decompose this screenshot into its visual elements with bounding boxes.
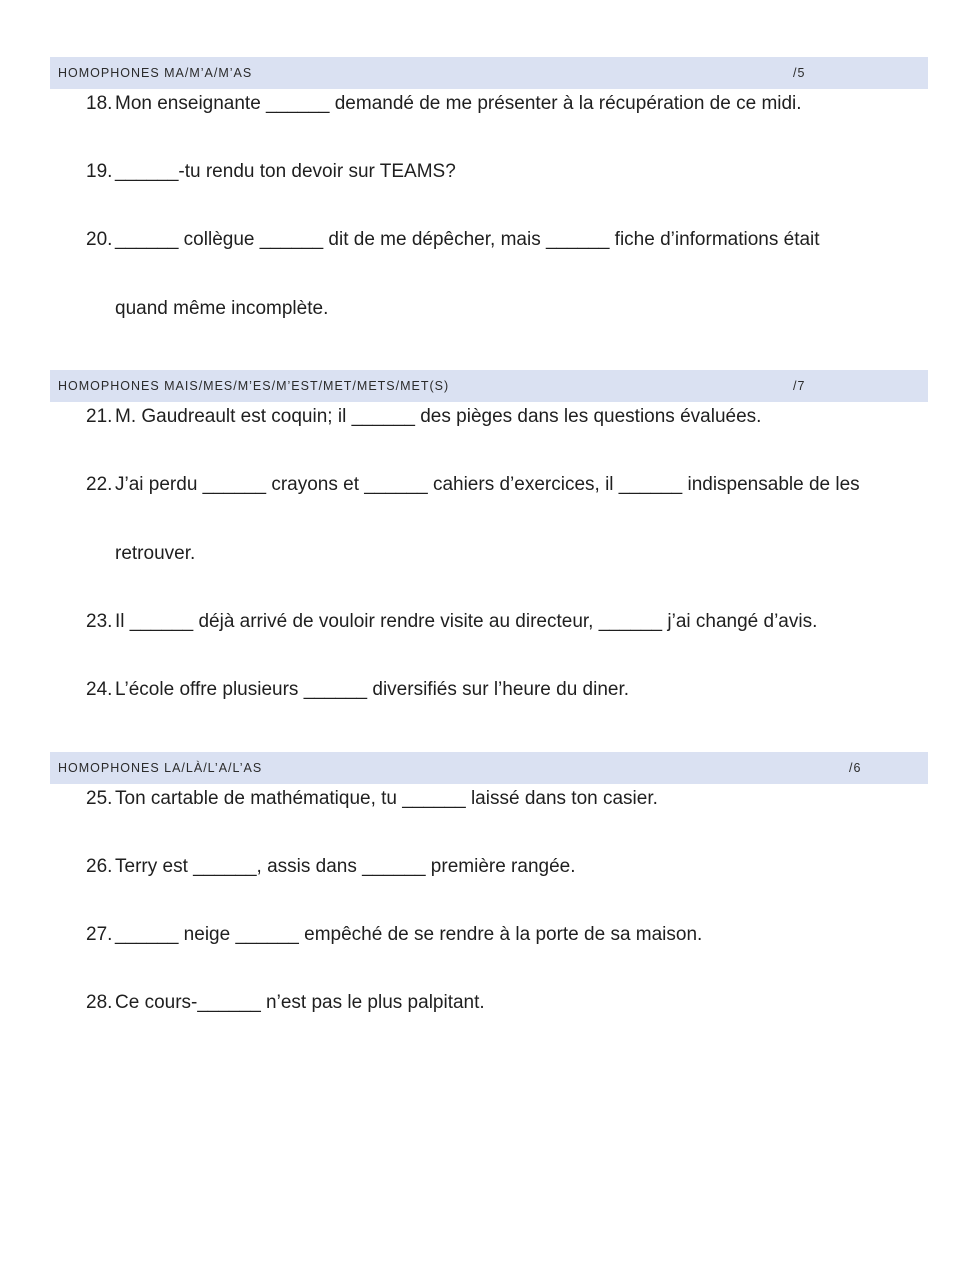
question-text: Ce cours-______ n’est pas le plus palpitant. [115, 992, 485, 1013]
question-24 [86, 678, 629, 702]
question-number: 27. [86, 924, 113, 945]
section-header-ma [50, 57, 928, 89]
question-text: ______ collègue ______ dit de me dépêcher, mais ______ fiche d’informations était [115, 229, 820, 250]
question-26 [86, 855, 576, 879]
question-text: Terry est ______, assis dans ______ première rangée. [115, 856, 576, 877]
question-18 [86, 92, 802, 116]
question-number: 18. [86, 93, 113, 114]
question-text: ______-tu rendu ton devoir sur TEAMS? [115, 161, 456, 182]
section-header-mais [50, 370, 928, 402]
question-25 [86, 787, 658, 811]
question-20 [86, 228, 820, 252]
section-title: HOMOPHONES LA/LÀ/L’A/L’AS [58, 761, 263, 775]
question-19 [86, 160, 456, 184]
question-text: Ton cartable de mathématique, tu ______ laissé dans ton casier. [115, 788, 658, 809]
question-number: 19. [86, 161, 113, 182]
question-number: 28. [86, 992, 113, 1013]
question-number: 21. [86, 406, 113, 427]
question-22-continuation: retrouver. [115, 543, 196, 564]
question-number: 26. [86, 856, 113, 877]
section-score: /5 [793, 66, 806, 80]
question-23 [86, 610, 817, 634]
question-22 [86, 473, 860, 497]
question-28 [86, 991, 485, 1015]
question-text: J’ai perdu ______ crayons et ______ cahiers d’exercices, il ______ indispensable de les [115, 474, 860, 495]
question-text: L’école offre plusieurs ______ diversifiés sur l’heure du diner. [115, 679, 630, 700]
question-text: Il ______ déjà arrivé de vouloir rendre visite au directeur, ______ j’ai changé d’avis. [115, 611, 818, 632]
question-20-continuation: quand même incomplète. [115, 298, 329, 319]
question-number: 22. [86, 474, 113, 495]
question-number: 20. [86, 229, 113, 250]
section-title: HOMOPHONES MA/M’A/M’AS [58, 66, 253, 80]
section-score: /6 [849, 761, 862, 775]
question-number: 23. [86, 611, 113, 632]
question-text: ______ neige ______ empêché de se rendre à la porte de sa maison. [115, 924, 703, 945]
question-27 [86, 923, 702, 947]
question-text: Mon enseignante ______ demandé de me présenter à la récupération de ce midi. [115, 93, 802, 114]
section-header-la [50, 752, 928, 784]
question-number: 24. [86, 679, 113, 700]
question-number: 25. [86, 788, 113, 809]
section-title: HOMOPHONES MAIS/MES/M’ES/M’EST/MET/METS/MET(S) [58, 379, 450, 393]
question-21 [86, 405, 761, 429]
section-score: /7 [793, 379, 806, 393]
question-text: M. Gaudreault est coquin; il ______ des pièges dans les questions évaluées. [115, 406, 762, 427]
